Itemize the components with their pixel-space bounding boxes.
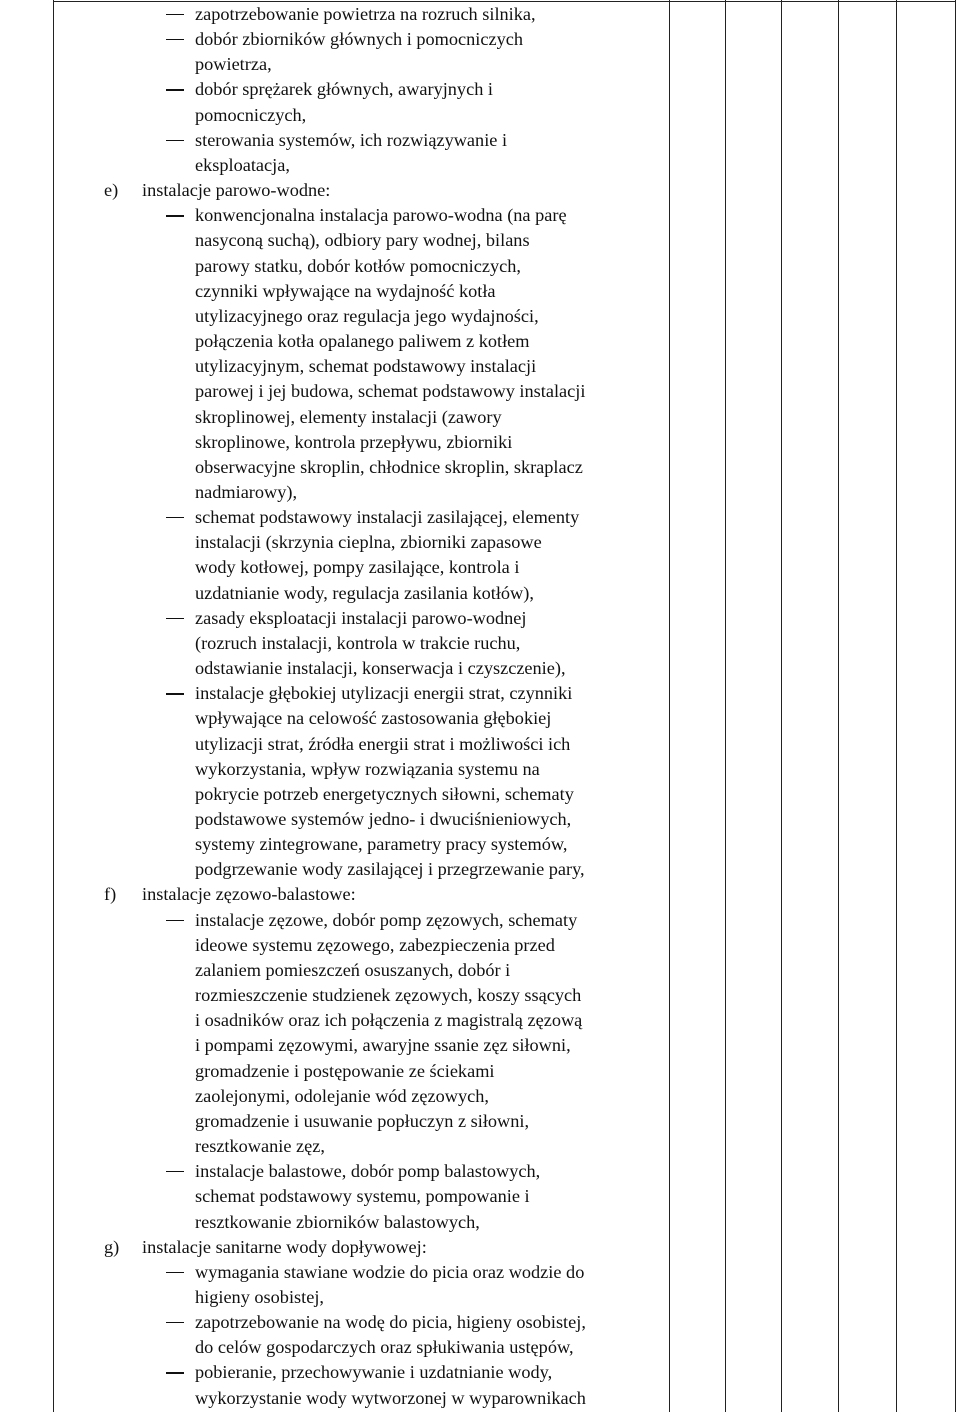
list-item: sterowania systemów, ich rozwiązywanie i eksploatacja, <box>104 128 669 178</box>
list-item: schemat podstawowy instalacji zasilającej, elementy instalacji (skrzynia cieplna, zbiorniki zapasowe wody kotłowej, pompy zasilające, kontrola i uzdatnianie wody, regulacja zasilania kotłów), <box>104 505 669 606</box>
dash-bullet-icon <box>166 1372 184 1373</box>
section-heading: g) instalacje sanitarne wody dopływowej: <box>104 1235 669 1260</box>
dash-bullet-icon <box>166 1171 184 1172</box>
list-item: instalacje balastowe, dobór pomp balastowych, schemat podstawowy systemu, pompowanie i resztkowanie zbiorników balastowych, <box>104 1159 669 1234</box>
section-label: g) <box>104 1236 120 1257</box>
section-label: f) <box>104 884 117 905</box>
dash-bullet-icon <box>166 140 184 141</box>
table-border <box>669 0 670 1412</box>
dash-bullet-icon <box>166 618 184 619</box>
list-item: pobieranie, przechowywanie i uzdatnianie wody, wykorzystanie wody wytworzonej w wyparownikach <box>104 1360 669 1410</box>
list-item: dobór zbiorników głównych i pomocniczych powietrza, <box>104 27 669 77</box>
list-item: instalacje zęzowe, dobór pomp zęzowych, schematy ideowe systemu zęzowego, zabezpieczenia przed zalaniem pomieszczeń osuszanych, dobór i rozmieszczenie studzienek zęzowych, koszy ssących i osadników oraz ich połączenia z magistralą zęzową i pompami zęzowymi, awaryjne ssanie zęz siłowni, gromadzenie i postępowanie ze ściekami zaolejonymi, odolejanie wód zęzowych, gromadzenie i usuwanie popłuczyn z siłowni, resztkowanie zęz, <box>104 908 669 1160</box>
list-item: zasady eksploatacji instalacji parowo-wodnej (rozruch instalacji, kontrola w trakcie ruchu, odstawianie instalacji, konserwacja i czyszczenie), <box>104 606 669 681</box>
dash-bullet-icon <box>166 14 184 15</box>
list-block <box>104 882 669 1234</box>
list-item: konwencjonalna instalacja parowo-wodna (na parę nasyconą suchą), odbiory pary wodnej, bilans parowy statku, dobór kotłów pomocniczych, czynniki wpływające na wydajność kotła utylizacyjnego oraz regulacja jego wydajności, połączenia kotła opalanego paliwem z kotłem utylizacyjnym, schemat podstawowy instalacji parowej i jej budowa, schemat podstawowy instalacji skroplinowej, elementy instalacji (zawory skroplinowe, kontrola przepływu, zbiorniki obserwacyjne skroplin, chłodnice skroplin, skraplacz nadmiarowy), <box>104 203 669 505</box>
list-item: wymagania stawiane wodzie do picia oraz wodzie do higieny osobistej, <box>104 1260 669 1310</box>
dash-bullet-icon <box>166 1322 184 1323</box>
dash-bullet-icon <box>166 920 184 921</box>
section-heading: f) instalacje zęzowo-balastowe: <box>104 882 669 907</box>
list-item: zapotrzebowanie powietrza na rozruch silnika, <box>104 2 669 27</box>
dash-bullet-icon <box>166 89 184 90</box>
table-border <box>725 0 726 1412</box>
dash-bullet-icon <box>166 693 184 694</box>
list-item: dobór sprężarek głównych, awaryjnych i pomocniczych, <box>104 77 669 127</box>
table-border <box>896 0 897 1412</box>
list-item: instalacje głębokiej utylizacji energii strat, czynniki wpływające na celowość zastosowania głębokiej utylizacji strat, źródła energii strat i możliwości ich wykorzystania, wpływ rozwiązania systemu na pokrycie potrzeb energetycznych siłowni, schematy podstawowe systemów jedno- i dwuciśnieniowych, systemy zintegrowane, parametry pracy systemów, podgrzewanie wody zasilającej i przegrzewanie pary, <box>104 681 669 882</box>
table-border-left <box>53 0 54 1412</box>
content-cell <box>104 2 669 1411</box>
dash-bullet-icon <box>166 39 184 40</box>
dash-bullet-icon <box>166 1272 184 1273</box>
section-heading: e) instalacje parowo-wodne: <box>104 178 669 203</box>
table-border <box>781 0 782 1412</box>
table-border-right <box>955 0 956 1412</box>
dash-bullet-icon <box>166 215 184 216</box>
list-block <box>104 178 669 882</box>
list-block <box>104 2 669 178</box>
table-border <box>838 0 839 1412</box>
list-block <box>104 1235 669 1411</box>
dash-bullet-icon <box>166 517 184 518</box>
list-item: zapotrzebowanie na wodę do picia, higieny osobistej, do celów gospodarczych oraz spłukiwania ustępów, <box>104 1310 669 1360</box>
section-label: e) <box>104 180 119 201</box>
